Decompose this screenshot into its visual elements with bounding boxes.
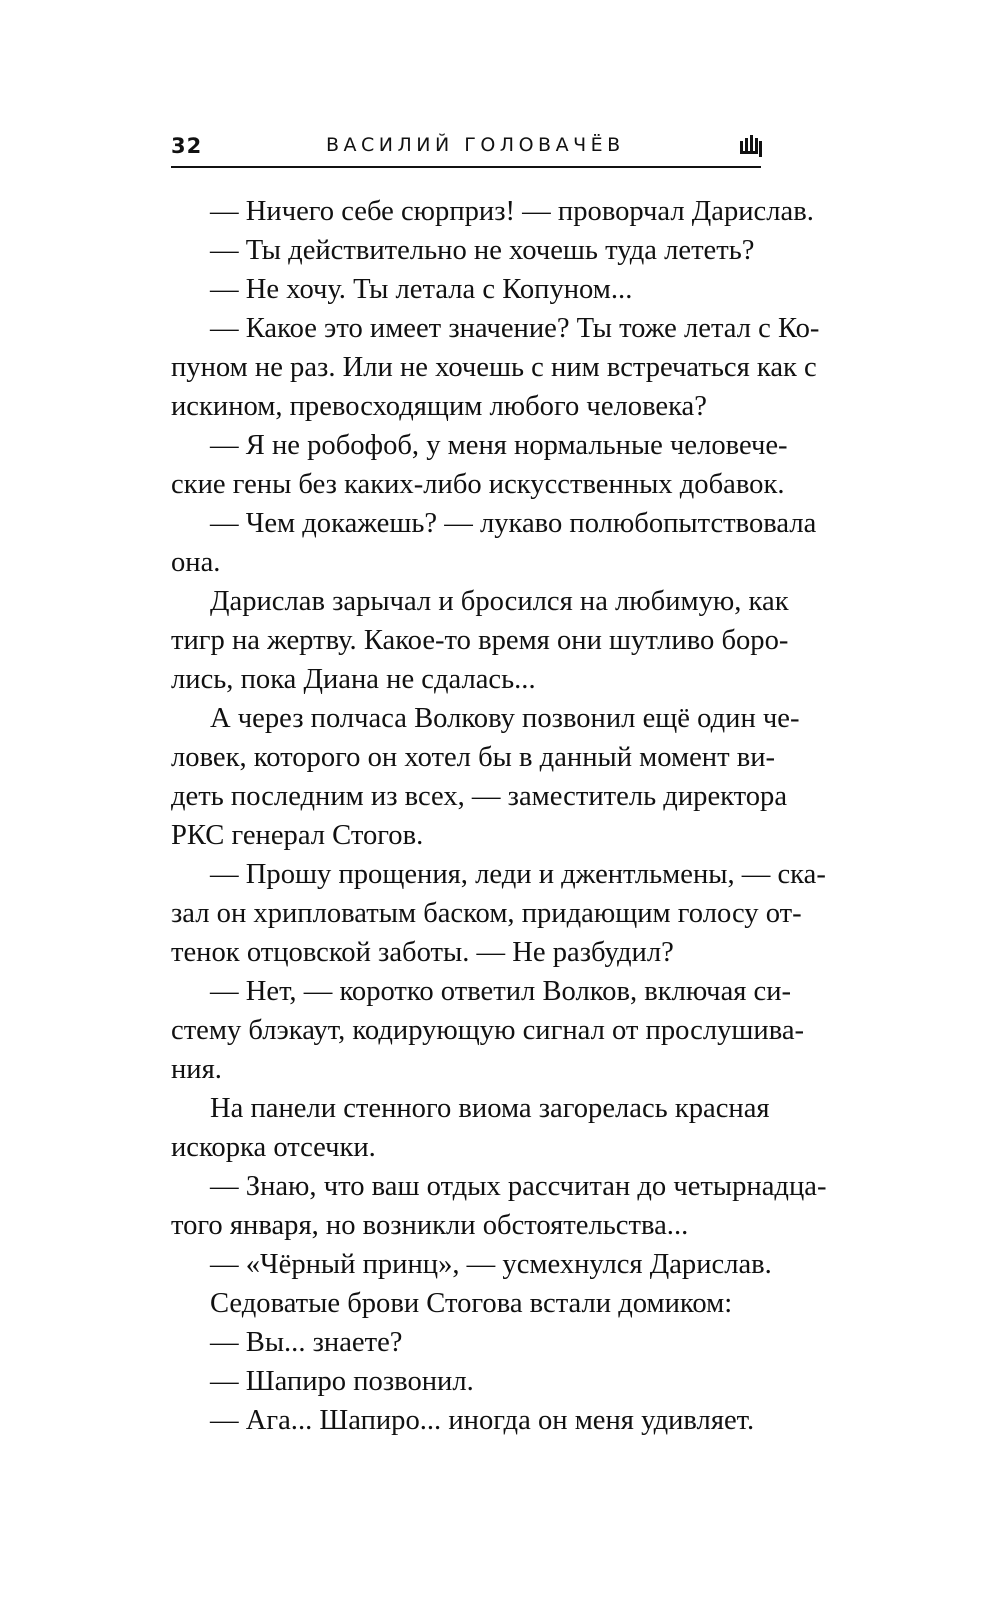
text-line: — Вы... знаете? [210,1327,403,1358]
text-line: того января, но возникли обстоятельства... [171,1210,689,1241]
text-line: ния. [171,1054,222,1085]
text-line: РКС генерал Стогов. [171,820,424,851]
author-name: ВАСИЛИЙ ГОЛОВАЧЁВ [326,134,625,156]
text-line: искорка отсечки. [171,1132,376,1163]
running-head [171,130,761,168]
text-line: Дарислав зарычал и бросился на любимую, как [210,586,789,617]
text-line: — «Чёрный принц», — усмехнулся Дарислав. [210,1249,772,1280]
text-line: — Знаю, что ваш отдых рассчитан до четырнадца- [210,1171,827,1202]
text-line: — Не хочу. Ты летала с Копуном... [210,274,633,305]
text-line: тигр на жертву. Какое-то время они шутливо боро- [171,625,789,656]
text-line: зал он хрипловатым баском, придающим голосу от- [171,898,802,929]
text-line: — Чем докажешь? — лукаво полюбопытствовала [210,508,817,539]
text-line: Седоватые брови Стогова встали домиком: [210,1288,733,1319]
text-line: она. [171,547,221,578]
text-line: ские гены без каких-либо искусственных добавок. [171,469,785,500]
text-line: — Ага... Шапиро... иногда он меня удивляет. [210,1405,755,1436]
text-line: искином, превосходящим любого человека? [171,391,707,422]
text-line: — Шапиро позвонил. [210,1366,474,1397]
text-line: — Ничего себе сюрприз! — проворчал Дарислав. [210,196,814,227]
text-line: — Я не робофоб, у меня нормальные человече- [210,430,788,461]
publisher-logo-icon [740,135,762,157]
text-line: — Прошу прощения, леди и джентльмены, — ска- [210,859,826,890]
text-line: — Какое это имеет значение? Ты тоже летал с Ко- [210,313,820,344]
text-line: лись, пока Диана не сдалась... [171,664,536,695]
text-line: тенок отцовской заботы. — Не разбудил? [171,937,674,968]
text-line: — Нет, — коротко ответил Волков, включая си- [210,976,792,1007]
text-line: А через полчаса Волкову позвонил ещё один че- [210,703,800,734]
page-number: 32 [171,134,203,158]
text-line: деть последним из всех, — заместитель директора [171,781,788,812]
text-line: стему блэкаут, кодирующую сигнал от прослушива- [171,1015,805,1046]
body-text [171,192,827,1440]
text-line: — Ты действительно не хочешь туда лететь? [210,235,755,266]
text-line: На панели стенного виома загорелась красная [210,1093,770,1124]
text-line: пуном не раз. Или не хочешь с ним встречаться как с [171,352,817,383]
text-line: ловек, которого он хотел бы в данный момент ви- [171,742,776,773]
